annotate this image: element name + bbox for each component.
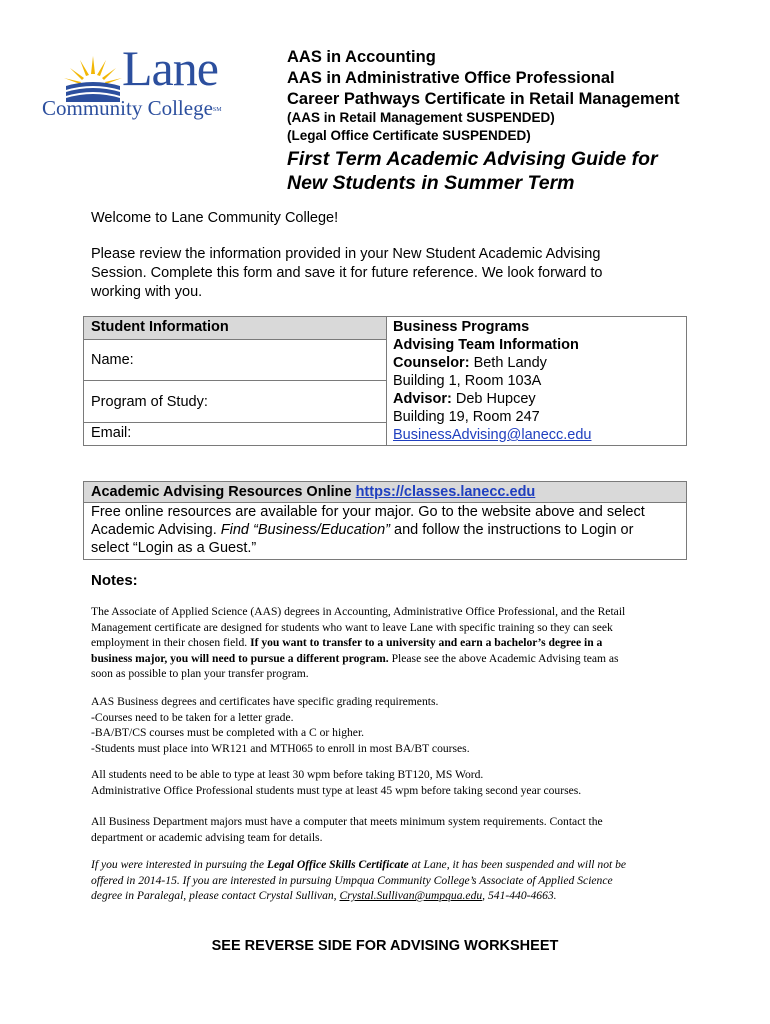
- advisor-name: Deb Hupcey: [455, 391, 536, 407]
- program-retail-certificate: Career Pathways Certificate in Retail Management: [287, 90, 680, 108]
- classes-link[interactable]: https://classes.lanecc.edu: [355, 484, 536, 500]
- program-retail-suspended: (AAS in Retail Management SUSPENDED): [287, 110, 555, 125]
- resources-body: Free online resources are available for your major. Go to the website above and select Academic Advising. Find “Business/Education” and follow the instructions to Login or select “Login as a Guest.”: [91, 504, 645, 556]
- student-advising-info-table: [83, 316, 687, 446]
- notes-paragraph-grading: AAS Business degrees and certificates have specific grading requirements. -Courses need to be taken for a letter grade. -BA/BT/CS courses must be completed with a C or higher. -Students must place into WR121 and MTH065 to enroll in most BA/BT courses.: [91, 695, 470, 755]
- reverse-side-notice: SEE REVERSE SIDE FOR ADVISING WORKSHEET: [211, 938, 559, 954]
- notes-paragraph-transfer: The Associate of Applied Science (AAS) degrees in Accounting, Administrative Office Professional, and the Retail Management certificate are designed for students who want to leave Lane with specific training so they can seek employment in their chosen field. If you want to transfer to a university and earn a bachelor’s degree in a business major, you will need to pursue a different program. Please see the above Academic Advising team as soon as possible to plan your transfer program.: [91, 605, 626, 680]
- logo-wordmark-lane: Lane: [122, 40, 218, 96]
- student-info-header: Student Information: [84, 317, 387, 340]
- umpqua-email-link[interactable]: Crystal.Sullivan@umpqua.edu: [339, 889, 483, 902]
- counselor-location: Building 1, Room 103A: [393, 373, 542, 389]
- page-title: First Term Academic Advising Guide for New Students in Summer Term: [287, 148, 658, 194]
- counselor-name: Beth Landy: [473, 355, 547, 371]
- email-label: Email:: [91, 424, 132, 441]
- college-logo: [38, 40, 258, 130]
- resources-header: Academic Advising Resources Online https://classes.lanecc.edu: [84, 482, 686, 503]
- notes-heading: Notes:: [91, 572, 138, 589]
- name-field[interactable]: [84, 340, 387, 381]
- notes-paragraph-typing: All students need to be able to type at least 30 wpm before taking BT120, MS Word. Administrative Office Professional students must type at least 45 wpm before taking second year courses.: [91, 768, 582, 797]
- notes-paragraph-computer: All Business Department majors must have a computer that meets minimum system requirements. Contact the department or academic advising team for details.: [91, 815, 603, 844]
- program-legal-suspended: (Legal Office Certificate SUSPENDED): [287, 128, 531, 143]
- sunrise-logo-icon: [62, 52, 124, 102]
- advisor-location: Building 19, Room 247: [393, 409, 540, 425]
- program-of-study-field[interactable]: [84, 381, 387, 422]
- welcome-text: Welcome to Lane Community College!: [91, 210, 339, 226]
- program-aas-office-professional: AAS in Administrative Office Professional: [287, 69, 615, 87]
- notes-paragraph-legal-office: If you were interested in pursuing the Legal Office Skills Certificate at Lane, it has been suspended and will not be offered in 2014-15. If you are interested in pursuing Umpqua Community College’s Associate of Applied Science degree in Paralegal, please contact Crystal Sullivan, Crystal.Sullivan@umpqua.edu, 541-440-4663.: [91, 858, 627, 902]
- program-label: Program of Study:: [91, 393, 208, 410]
- program-aas-accounting: AAS in Accounting: [287, 48, 436, 66]
- advising-email-link[interactable]: BusinessAdvising@lanecc.edu: [393, 427, 592, 443]
- logo-wordmark-college: Community College℠: [42, 96, 222, 120]
- advising-resources-box: [83, 481, 687, 560]
- name-label: Name:: [91, 352, 134, 369]
- email-field[interactable]: [84, 422, 387, 445]
- intro-paragraph: Please review the information provided in your New Student Academic Advising Session. Complete this form and save it for future reference. We look forward to working with you.: [91, 246, 603, 300]
- advising-team-info: Business Programs Advising Team Information Counselor: Beth Landy Building 1, Room 103A Advisor: Deb Hupcey Building 19, Room 247 BusinessAdvising@lanecc.edu: [387, 317, 687, 446]
